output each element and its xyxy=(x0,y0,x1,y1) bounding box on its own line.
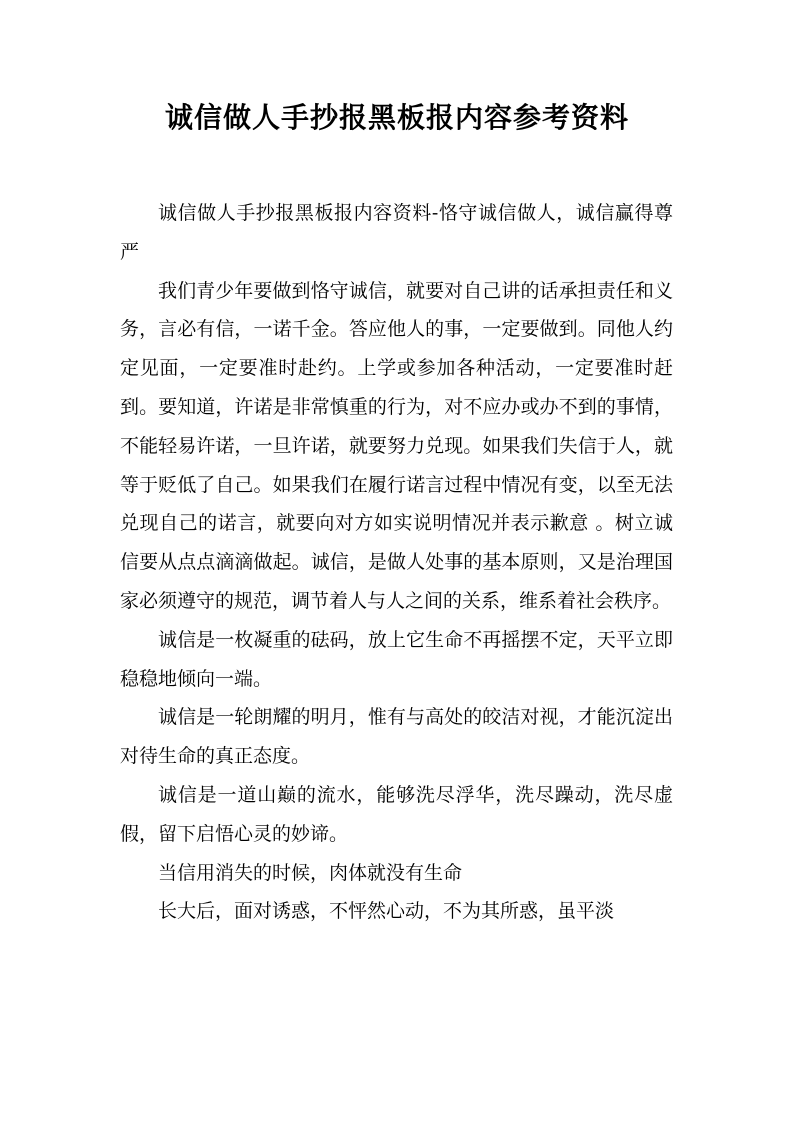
document-body xyxy=(120,194,673,931)
document-title: 诚信做人手抄报黑板报内容参考资料 xyxy=(164,101,629,134)
paragraph-water-metaphor: 诚信是一道山巅的流水，能够洗尽浮华，洗尽躁动，洗尽虚假，留下启悟心灵的妙谛。 xyxy=(120,783,673,845)
paragraph-weight-metaphor: 诚信是一枚凝重的砝码，放上它生命不再摇摆不定，天平立即稳稳地倾向一端。 xyxy=(120,628,673,690)
paragraph-credit-quote: 当信用消失的时候，肉体就没有生命 xyxy=(158,861,463,884)
paragraph-heading-line: 诚信做人手抄报黑板报内容资料-恪守诚信做人，诚信赢得尊严 xyxy=(120,202,673,263)
paragraph-growing-up: 长大后，面对诱惑，不怦然心动，不为其所惑，虽平淡 xyxy=(158,900,615,923)
paragraph-keep-promises: 我们青少年要做到恪守诚信，就要对自己讲的话承担责任和义务，言必有信，一诺千金。答应他人的事，一定要做到。同他人约定见面，一定要准时赴约。上学或参加各种活动，一定要准时赶到。要知道，许诺是非常慎重的行为，对不应办或办不到的事情，不能轻易许诺，一旦许诺，就要努力兑现。如果我们失信于人，就等于贬低了自己。如果我们在履行诺言过程中情况有变，以至无法兑现自己的诺言，就要向对方如实说明情况并表示歉意 。树立诚信要从点点滴滴做起。诚信，是做人处事的基本原则，又是治理国家必须遵守的规范，调节着人与人之间的关系，维系着社会秩序。 xyxy=(120,279,673,612)
paragraph-moon-metaphor: 诚信是一轮朗耀的明月，惟有与高处的皎洁对视，才能沉淀出对待生命的真正态度。 xyxy=(120,706,673,768)
